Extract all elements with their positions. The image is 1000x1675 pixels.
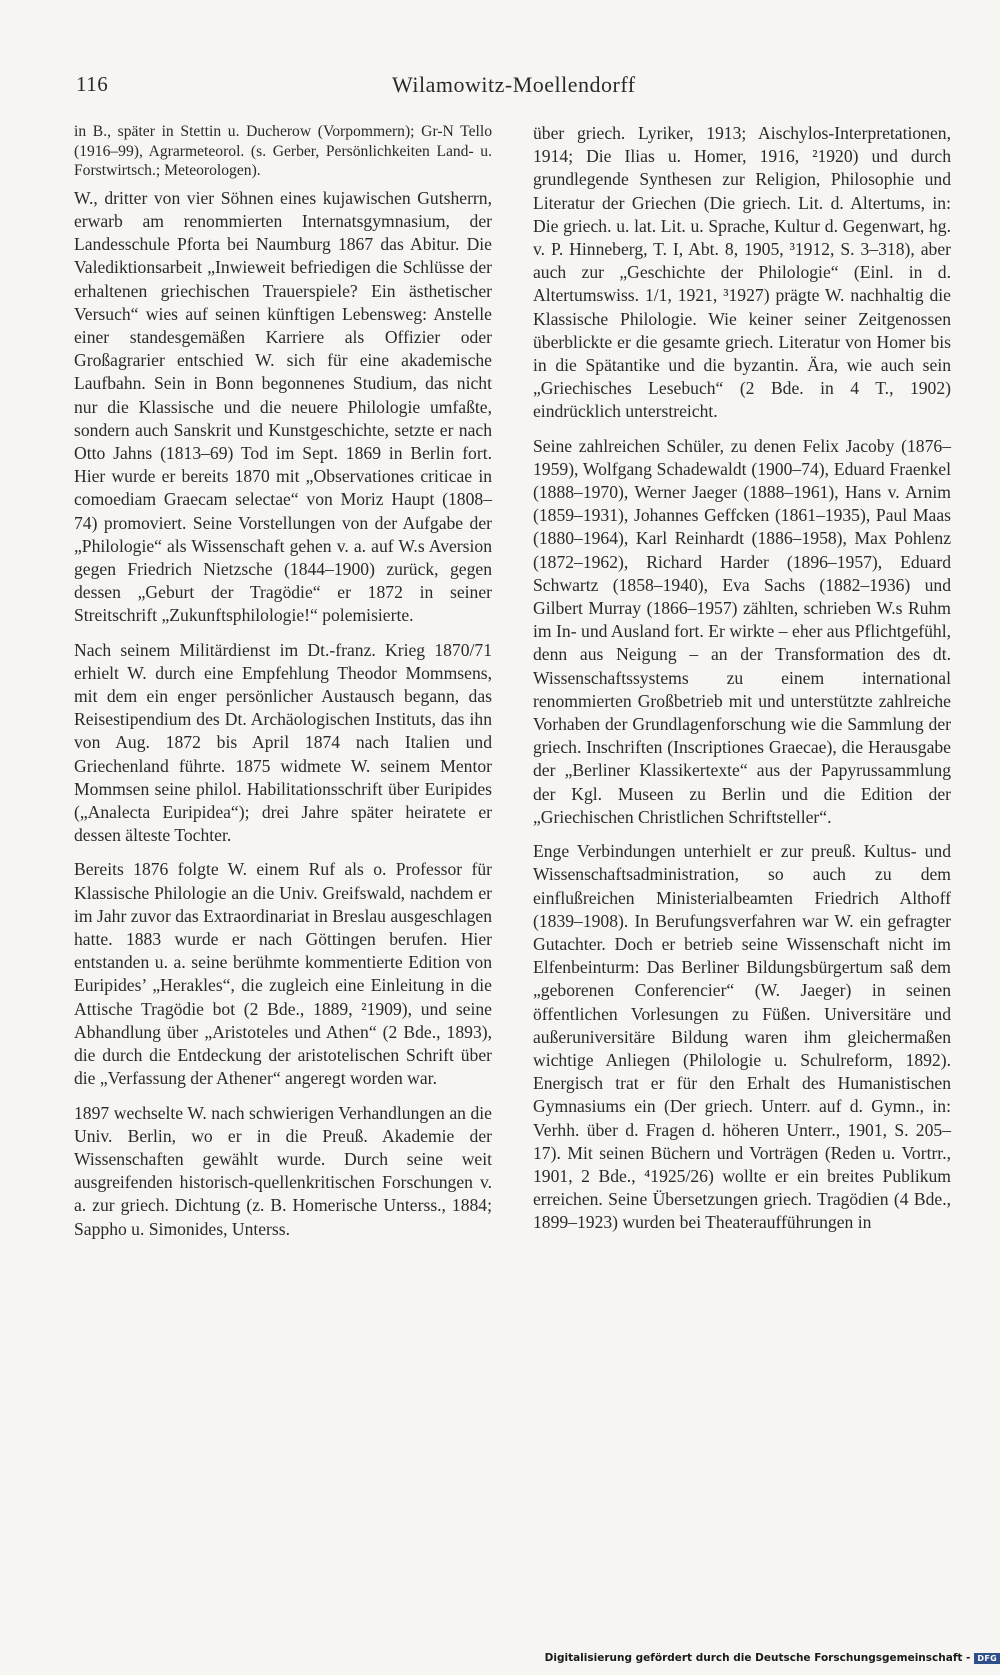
digitization-footer — [545, 1652, 1000, 1664]
running-head: Wilamowitz-Moellendorff — [392, 72, 636, 97]
paragraph: Seine zahlreichen Schüler, zu denen Felix Jacoby (1876–1959), Wolfgang Schadewaldt (1900–74), Eduard Fraenkel (1888–1970), Werner Jaeger (1888–1961), Hans v. Arnim (1859–1931), Johannes Geffcken (1861–1935), Paul Maas (1880–1964), Karl Reinhardt (1886–1958), Max Pohlenz (1872–1962), Richard Harder (1896–1957), Eduard Schwartz (1858–1940), Eva Sachs (1882–1936) und Gilbert Murray (1866–1957) zählten, schrieben W.s Ruhm im In- und Ausland fort. Er wirkte – eher aus Pflichtgefühl, denn aus Neigung – an der Transformation des dt. Wissenschaftssystems zu einem international renommierten Großbetrieb mit und unterstützte zahlreiche Vorhaben der Grundlagenforschung wie die Sammlung der griech. Inschriften (Inscriptiones Graecae), die Herausgabe der „Berliner Klassikertexte“ aus der Papyrussammlung der Kgl. Museen zu Berlin und die Edition der „Griechischen Christlichen Schriftsteller“. — [533, 435, 951, 827]
paragraph: über griech. Lyriker, 1913; Aischylos-Interpretationen, 1914; Die Ilias u. Homer, 1916, ²1920) und durch grundlegende Synthesen zur Religion, Philosophie und Literatur der Griechen (Die griech. Lit. d. Altertums, in: Die griech. u. lat. Lit. u. Sprache, Kultur d. Gegenwart, hg. v. P. Hinneberg, T. I, Abt. 8, 1905, ³1912, S. 3–318), aber auch zur „Geschichte der Philologie“ (Einl. in d. Altertumswiss. 1/1, 1921, ³1927) prägte W. nachhaltig die Klassische Philologie. Wie keiner seiner Zeitgenossen überblickte er die gesamte griech. Literatur von Homer bis in die Spätantike und die byzantin. Ära, wie auch sein „Griechisches Lesebuch“ (2 Bde. in 4 T., 1902) eindrücklich unterstreicht. — [533, 123, 951, 422]
paragraph: W., dritter von vier Söhnen eines kujawischen Gutsherrn, erwarb am renommierten Internatsgymnasium, der Landesschule Pforta bei Naumburg 1867 das Abitur. Die Valediktionsarbeit „Inwieweit befriedigen die Schlüsse der erhaltenen griechischen Trauerspiele? Ein ästhetischer Versuch“ wies auf seinen künftigen Lebensweg: Anstelle einer standesgemäßen Karriere als Offizier oder Großagrarier entschied W. sich für eine akademische Laufbahn. Sein in Bonn begonnenes Studium, das nicht nur die Klassische und die neuere Philologie umfaßte, sondern auch Sanskrit und Kunstgeschichte, setzte er nach Otto Jahns (1813–69) Tod im Sept. 1869 in Berlin fort. Hier wurde er bereits 1870 mit „Observationes criticae in comoediam Graecam selectae“ von Moriz Haupt (1808–74) promoviert. Seine Vorstellungen von der Aufgabe der „Philologie“ als Wissenschaft gehen v. a. auf W.s Aversion gegen Friedrich Nietzsche (1844–1900) zurück, gegen dessen „Geburt der Tragödie“ er 1872 in seiner Streitschrift „Zukunftsphilologie!“ polemisierte. — [74, 187, 492, 626]
paragraph: Bereits 1876 folgte W. einem Ruf als o. Professor für Klassische Philologie an die Univ. Greifswald, nachdem er im Jahr zuvor das Extraordinariat in Breslau ausgeschlagen hatte. 1883 wurde er nach Göttingen berufen. Hier entstanden u. a. seine berühmte kommentierte Edition von Euripides’ „Herakles“, die zugleich eine Einleitung in die Attische Tragödie bot (2 Bde., 1889, ²1909), und seine Abhandlung über „Aristoteles und Athen“ (2 Bde., 1893), die durch die Entdeckung der aristotelischen Schrift über die „Verfassung der Athener“ angeregt worden war. — [74, 859, 492, 1089]
paragraph: Enge Verbindungen unterhielt er zur preuß. Kultus- und Wissenschaftsadministration, so auch zu dem einflußreichen Ministerialbeamten Friedrich Althoff (1839–1908). In Berufungsverfahren war W. ein gefragter Gutachter. Doch er betrieb seine Wissenschaft nicht im Elfenbeinturm: Das Berliner Bildungsbürgertum saß dem „geborenen Conferencier“ (W. Jaeger) in seinen öffentlichen Vorlesungen zu Füßen. Universitäre und außeruniversitäre Bildung waren ihm gleichermaßen wichtige Anliegen (Philologie u. Schulreform, 1892). Energisch trat er für den Erhalt des Humanistischen Gymnasiums ein (Der griech. Unterr. auf d. Gymn., in: Verhh. über d. Fragen d. höheren Unterr., 1901, S. 205–17). Mit seinen Büchern und Vorträgen (Reden u. Vortrr., 1901, 2 Bde., ⁴1925/26) wollte er ein breites Publikum erreichen. Seine Übersetzungen griech. Tragödien (4 Bde., 1899–1923) wurden bei Theateraufführungen in — [533, 841, 951, 1233]
page-number: 116 — [76, 72, 109, 96]
dfg-logo: DFG — [974, 1653, 1000, 1664]
left-column — [74, 122, 492, 1252]
paragraph-intro-note: in B., später in Stettin u. Ducherow (Vorpommern); Gr-N Tello (1916–99), Agrarmeteorol. (s. Gerber, Persönlichkeiten Land- u. Forstwirtsch.; Meteorologen). — [74, 123, 492, 180]
paragraph: 1897 wechselte W. nach schwierigen Verhandlungen an die Univ. Berlin, wo er in die Preuß. Akademie der Wissenschaften gewählt wurde. Durch seine weit ausgreifenden historisch-quellenkritischen Forschungen v. a. zur griech. Dichtung (z. B. Homerische Unterss., 1884; Sappho u. Simonides, Unterss. — [74, 1102, 492, 1239]
right-column — [533, 122, 951, 1246]
paragraph: Nach seinem Militärdienst im Dt.-franz. Krieg 1870/71 erhielt W. durch eine Empfehlung Theodor Mommsens, mit dem ein enger persönlicher Austausch begann, das Reisestipendium des Dt. Archäologischen Instituts, das ihn von Aug. 1872 bis April 1874 nach Italien und Griechenland führte. 1875 widmete W. seinem Mentor Mommsen seine philol. Habilitationsschrift über Euripides („Analecta Euripidea“); drei Jahre später heiratete er dessen älteste Tochter. — [74, 639, 492, 846]
footer-credit: Digitalisierung gefördert durch die Deutsche Forschungsgemeinschaft - — [544, 1652, 971, 1664]
